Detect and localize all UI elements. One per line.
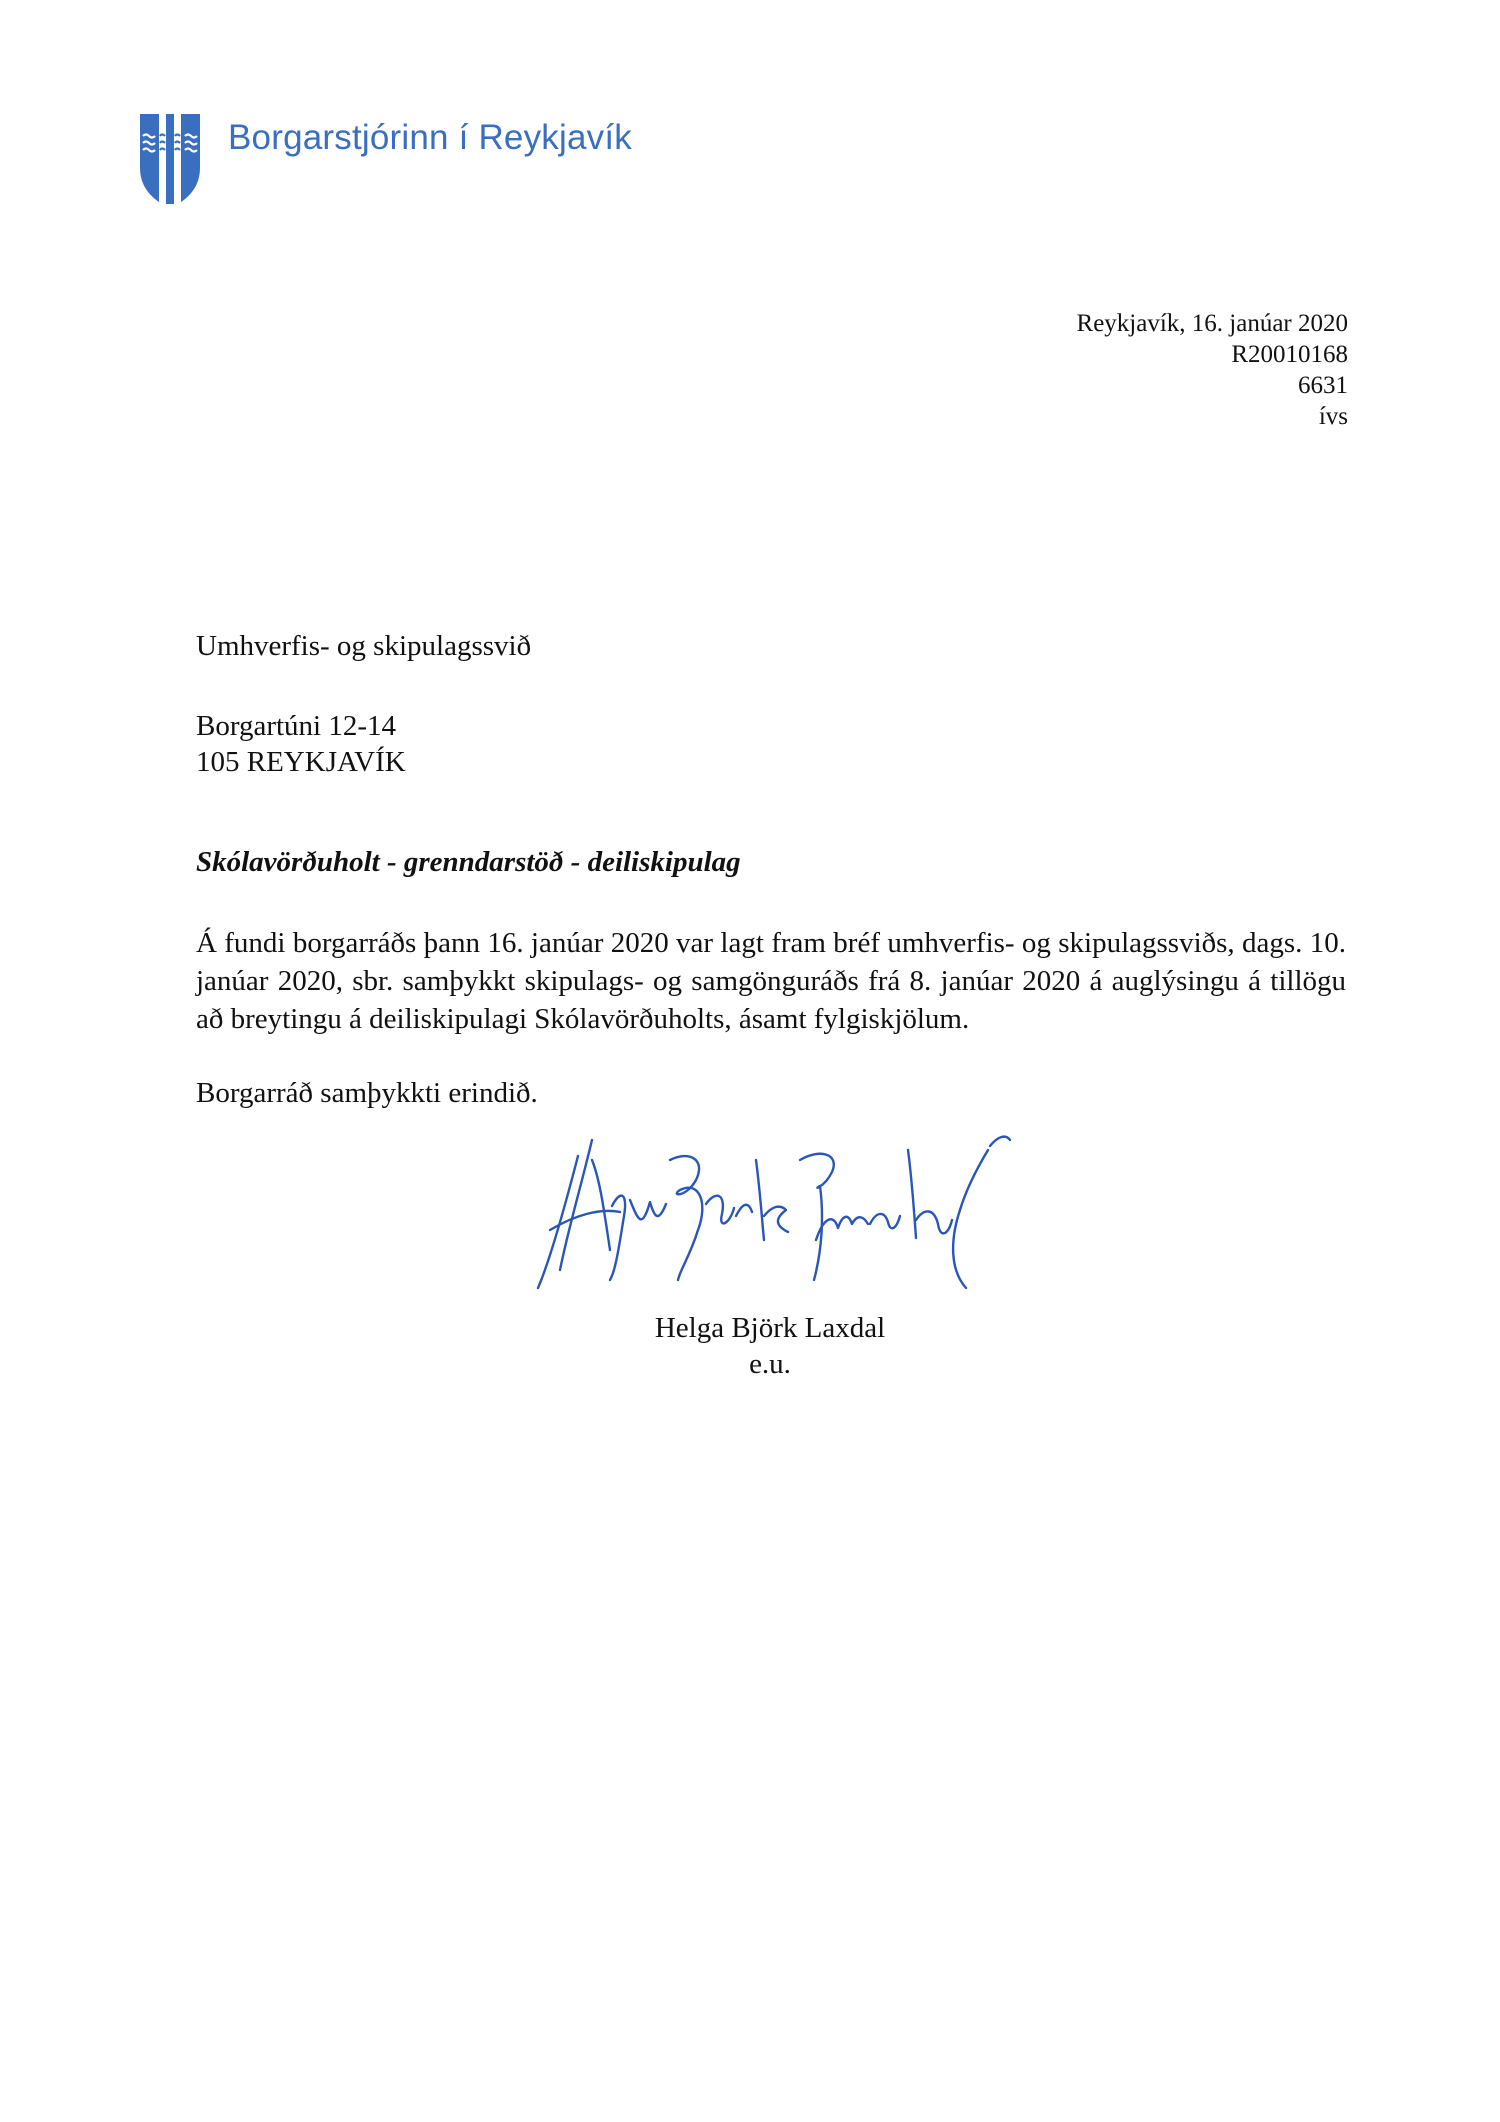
body-paragraph: Á fundi borgarráðs þann 16. janúar 2020 var lagt fram bréf umhverfis- og skipulagssviðs, dags. 10. janúar 2020, sbr. samþykkt skipulags- og samgönguráðs frá 8. janúar 2020 á auglýsingu á tillögu að breytingu á deiliskipulagi Skólavörðuholts, ásamt fylgiskjölum. bbox=[196, 927, 1346, 1035]
recipient-name: Umhverfis- og skipulagssvið bbox=[196, 630, 532, 662]
handwritten-signature bbox=[520, 1120, 1040, 1290]
signer-title: e.u. bbox=[749, 1348, 791, 1380]
recipient-address bbox=[196, 708, 406, 780]
reykjavik-crest-icon bbox=[138, 110, 202, 210]
author-initials: ívs bbox=[1318, 403, 1348, 430]
letter-subject: Skólavörðuholt - grenndarstöð - deiliskipulag bbox=[196, 846, 741, 878]
reference-number: R20010168 bbox=[1231, 341, 1348, 368]
recipient-city: 105 REYKJAVÍK bbox=[196, 746, 406, 778]
recipient-street: Borgartúni 12-14 bbox=[196, 710, 397, 742]
body-paragraph: Borgarráð samþykkti erindið. bbox=[196, 1077, 538, 1109]
org-name: Borgarstjórinn í Reykjavík bbox=[228, 118, 632, 157]
place-date: Reykjavík, 16. janúar 2020 bbox=[1076, 310, 1348, 337]
signer-block bbox=[620, 1310, 920, 1382]
letter-body bbox=[196, 924, 1346, 1148]
letter-meta bbox=[1077, 308, 1348, 432]
case-number: 6631 bbox=[1298, 372, 1348, 399]
signer-name: Helga Björk Laxdal bbox=[654, 1312, 886, 1344]
